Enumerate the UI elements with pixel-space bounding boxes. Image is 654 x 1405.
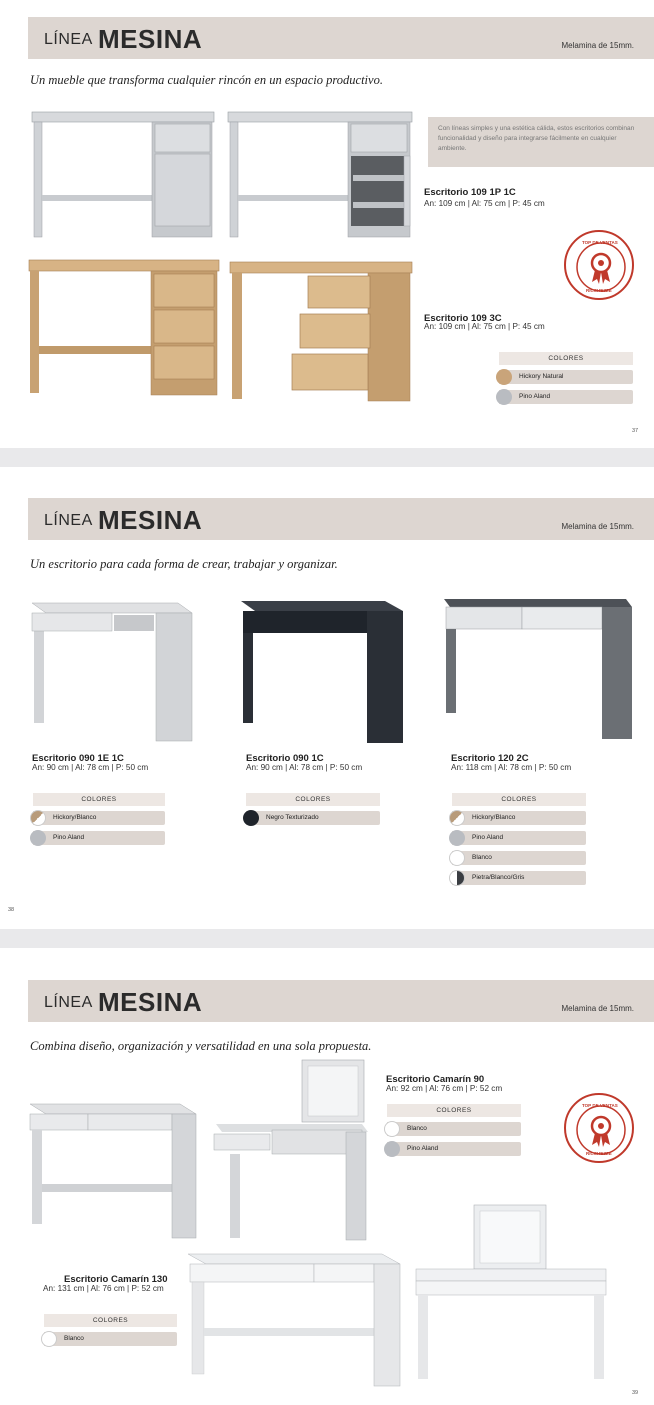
catalog-page-39 [0, 948, 654, 1405]
mesina-title: MESINA [98, 987, 203, 1017]
colors-header: COLORES [246, 793, 380, 806]
melamina-note: Melamina de 15mm. [561, 1004, 634, 1013]
product-dimensions: An: 118 cm | Al: 78 cm | P: 50 cm [451, 763, 572, 772]
desk-109-3c-open-image [228, 258, 414, 406]
badge-top-text: TOP DE VENTAS [582, 1103, 618, 1108]
colors-header: COLORES [452, 793, 586, 806]
desk-090-1e1c-image [28, 597, 196, 747]
color-option [387, 1142, 521, 1156]
product-name: Escritorio Camarín 130 [64, 1274, 168, 1285]
color-label: Blanco [472, 854, 492, 861]
tagline: Combina diseño, organización y versatilidad en una sola propuesta. [30, 1039, 372, 1053]
color-option [33, 811, 165, 825]
color-label: Pietra/Blanco/Gris [472, 874, 525, 881]
tagline: Un escritorio para cada forma de crear, trabajar y organizar. [30, 557, 338, 571]
color-swatch [496, 369, 512, 385]
color-swatch [496, 389, 512, 405]
collection-description: Con líneas simples y una estética cálida, estos escritorios combinan funcionalidad y diseño para integrarse fácilmente en cualquier ambiente. [428, 117, 654, 167]
color-swatch [384, 1121, 400, 1137]
colors-header: COLORES [499, 352, 633, 365]
color-swatch [30, 830, 46, 846]
color-label: Hickory Natural [519, 373, 564, 380]
color-swatch [243, 810, 259, 826]
product-dimensions: An: 131 cm | Al: 76 cm | P: 52 cm [43, 1284, 164, 1293]
product-dimensions: An: 90 cm | Al: 78 cm | P: 50 cm [246, 763, 363, 772]
camarin-90-image [28, 1096, 200, 1244]
badge-bottom-text: RICCHEZZE [586, 1151, 612, 1156]
colors-header: COLORES [387, 1104, 521, 1117]
product-name: Escritorio 109 3C [424, 313, 502, 324]
color-label: Negro Texturizado [266, 814, 319, 821]
desk-090-1c-image [235, 597, 407, 747]
desk-109-1p1c-image [30, 110, 216, 242]
color-option [44, 1332, 177, 1346]
camarin-130-open-image [412, 1203, 610, 1385]
product-name: Escritorio 109 1P 1C [424, 187, 516, 198]
page-header [28, 17, 654, 59]
linea-label: LÍNEA [44, 31, 93, 48]
mesina-title: MESINA [98, 24, 203, 54]
badge-top-text: TOP DE VENTAS [582, 240, 618, 245]
color-option [452, 811, 586, 825]
desk-109-1p1c-open-image [226, 110, 416, 242]
color-option [33, 831, 165, 845]
catalog-page-37 [0, 0, 654, 448]
page-number: 37 [632, 428, 639, 434]
color-label: Blanco [64, 1335, 84, 1342]
desk-120-2c-image [440, 597, 636, 747]
color-swatch [449, 810, 465, 826]
color-swatch [449, 870, 465, 886]
page-number: 38 [8, 907, 15, 913]
color-swatch [449, 850, 465, 866]
color-swatch [449, 830, 465, 846]
color-option [246, 811, 380, 825]
product-name: Escritorio 120 2C [451, 753, 529, 764]
color-option [499, 390, 633, 404]
desk-109-3c-image [27, 258, 221, 398]
melamina-note: Melamina de 15mm. [561, 522, 634, 531]
color-swatch [41, 1331, 57, 1347]
top-ventas-badge [564, 230, 634, 300]
melamina-note: Melamina de 15mm. [561, 41, 634, 50]
color-option [499, 370, 633, 384]
badge-bottom-text: RICCHEZZE [586, 288, 612, 293]
page-header [28, 980, 654, 1022]
colors-header: COLORES [44, 1314, 177, 1327]
top-ventas-badge [564, 1093, 634, 1163]
page-header [28, 498, 654, 540]
product-dimensions: An: 92 cm | Al: 76 cm | P: 52 cm [386, 1084, 503, 1093]
color-label: Pino Aland [472, 834, 504, 841]
color-option [452, 831, 586, 845]
color-option [387, 1122, 521, 1136]
color-label: Pino Aland [53, 834, 85, 841]
tagline: Un mueble que transforma cualquier rincón en un espacio productivo. [30, 73, 383, 87]
page-number: 39 [632, 1390, 639, 1396]
color-label: Blanco [407, 1125, 427, 1132]
colors-header: COLORES [33, 793, 165, 806]
camarin-90-open-image [212, 1058, 372, 1244]
product-dimensions: An: 109 cm | Al: 75 cm | P: 45 cm [424, 322, 545, 331]
linea-label: LÍNEA [44, 994, 93, 1011]
linea-label: LÍNEA [44, 512, 93, 529]
color-option [452, 871, 586, 885]
catalog-page-38 [0, 467, 654, 929]
color-label: Pino Aland [407, 1145, 439, 1152]
product-dimensions: An: 109 cm | Al: 75 cm | P: 45 cm [424, 199, 545, 208]
color-option [452, 851, 586, 865]
color-swatch [30, 810, 46, 826]
mesina-title: MESINA [98, 505, 203, 535]
color-label: Hickory/Blanco [53, 814, 97, 821]
color-label: Hickory/Blanco [472, 814, 516, 821]
camarin-130-image [186, 1248, 406, 1388]
product-dimensions: An: 90 cm | Al: 78 cm | P: 50 cm [32, 763, 149, 772]
product-name: Escritorio 090 1C [246, 753, 324, 764]
product-name: Escritorio Camarín 90 [386, 1074, 485, 1085]
color-label: Pino Aland [519, 393, 551, 400]
product-name: Escritorio 090 1E 1C [32, 753, 124, 764]
color-swatch [384, 1141, 400, 1157]
